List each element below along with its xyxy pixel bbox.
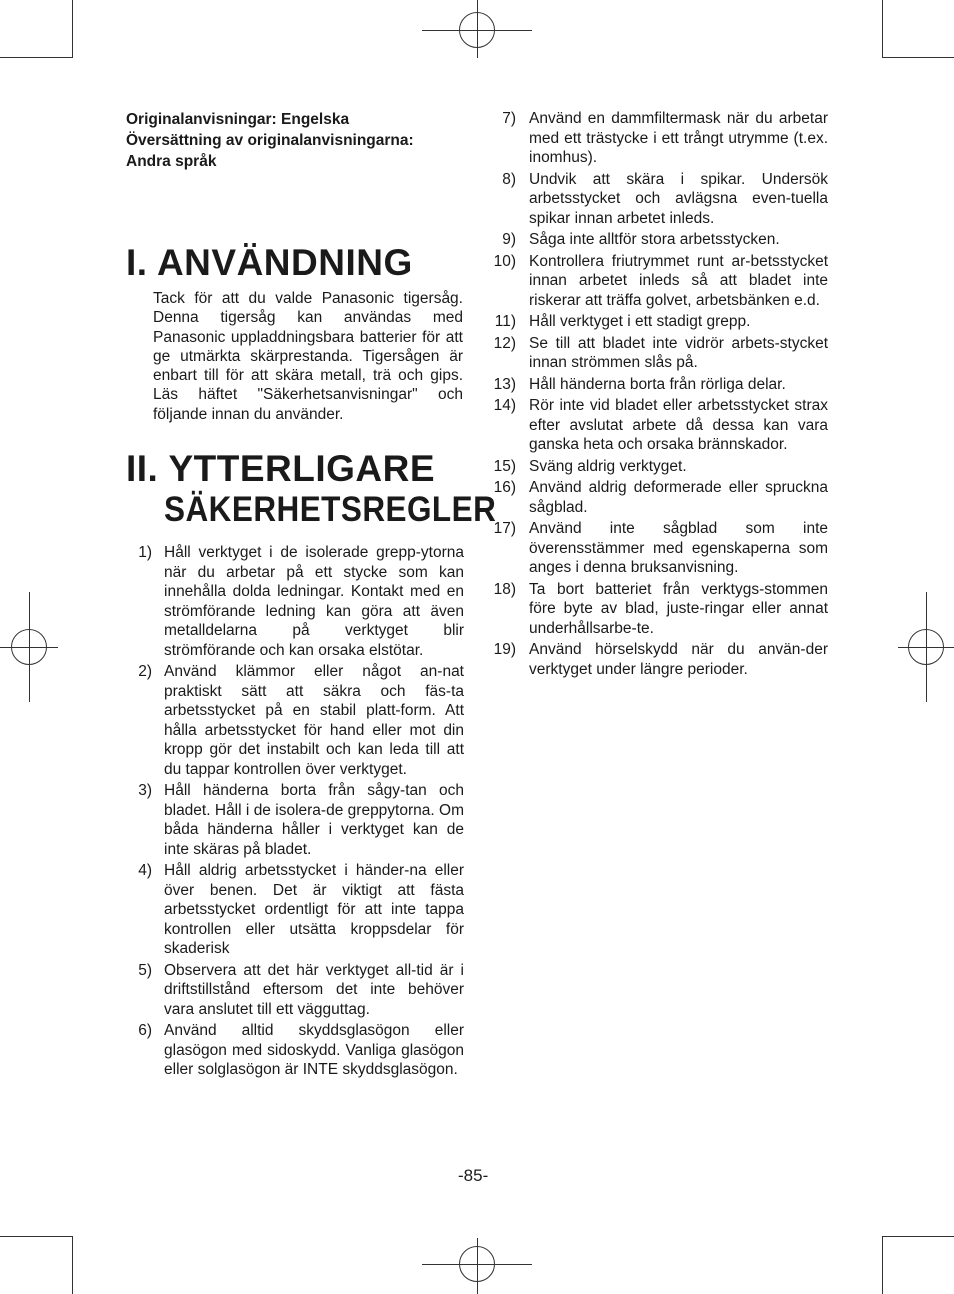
registration-circle	[11, 629, 47, 665]
list-item	[486, 109, 828, 168]
item-text: Observera att det här verktyget all-tid är i driftstillstånd eftersom det inte behöver vara anslutet till ett vägguttag.	[164, 961, 464, 1018]
item-number: 11)	[494, 313, 516, 330]
item-number: 2)	[138, 663, 152, 680]
crop-mark	[882, 57, 954, 58]
intro-paragraph: Tack för att du valde Panasonic tigersåg. Denna tigersåg kan användas med Panasonic uppladdningsbara batterier för att ge utmärkta skärprestanda. Tigersågen är enbart till för att skära metall, trä och gips. Läs häftet "Säkerhetsanvisningar" och följande innan du använder.	[153, 290, 463, 423]
list-item	[130, 781, 464, 859]
item-number: 15)	[493, 457, 516, 475]
list-item	[130, 543, 464, 660]
crop-mark	[882, 0, 883, 58]
item-number: 17)	[493, 520, 516, 537]
list-item	[486, 252, 828, 311]
safety-rules-list-left	[130, 543, 464, 1082]
item-number: 12)	[493, 334, 516, 352]
list-item	[486, 457, 828, 477]
item-text: Rör inte vid bladet eller arbetsstycket strax efter avslutat arbete då dessa kan vara ganska heta och orsaka brännskador.	[529, 397, 828, 453]
crop-mark	[882, 1236, 883, 1294]
item-number: 10)	[493, 252, 516, 270]
list-item	[130, 662, 464, 779]
list-item	[486, 170, 828, 229]
list-item	[130, 1021, 464, 1080]
registration-circle	[459, 12, 495, 48]
item-text: Håll verktyget i de isolerade grepp-ytorna när du arbetar på ett stycke som kan innehålla dolda ledningar. Kontakt med en strömförande ledning kan göra att även metalldelarna på verktyget blir strömförande och kan orsaka elstötar.	[164, 544, 464, 659]
page-number: -85-	[458, 1166, 489, 1185]
item-text: Använd klämmor eller något an-nat praktiskt sätt att säkra och fäs-ta arbetsstycket på en stabil platt-form. Att hålla arbetsstycket för hand eller mot din kropp gör det instabilt och kan leda till att du tappar kontrollen över verktyget.	[164, 663, 464, 778]
item-number: 13)	[493, 375, 516, 393]
crop-mark	[882, 1236, 954, 1237]
item-number: 9)	[502, 231, 516, 248]
list-item	[130, 961, 464, 1020]
item-number: 3)	[138, 782, 152, 799]
note-line-3: Andra språk	[126, 153, 217, 170]
item-number: 6)	[138, 1022, 152, 1039]
registration-circle	[908, 629, 944, 665]
crop-mark	[0, 1236, 72, 1237]
section-title-additional: II. YTTERLIGARE	[126, 448, 436, 489]
item-number: 1)	[138, 544, 152, 561]
item-number: 5)	[138, 961, 152, 979]
item-text: Sväng aldrig verktyget.	[529, 457, 687, 475]
crop-mark	[0, 57, 72, 58]
item-text: Använd aldrig deformerade eller spruckna sågblad.	[529, 479, 828, 516]
list-item	[486, 230, 828, 250]
item-text: Använd alltid skyddsglasögon eller glasögon med sidoskydd. Vanliga glasögon eller solglasögon är INTE skyddsglasögon.	[164, 1022, 464, 1078]
item-text: Håll aldrig arbetsstycket i händer-na eller över benen. Det är viktigt att fästa arbetsstycket ordentligt för att inte tappa kontrollen eller utsätta kroppsdelar för skaderisk	[164, 862, 464, 957]
item-number: 8)	[502, 170, 516, 188]
item-text: Se till att bladet inte vidrör arbets-stycket innan strömmen slås på.	[529, 334, 828, 371]
item-number: 14)	[493, 397, 516, 414]
item-number: 7)	[502, 110, 516, 127]
list-item	[486, 334, 828, 373]
section-title-safety-rules: SÄKERHETSREGLER	[164, 490, 497, 529]
list-item	[486, 580, 828, 639]
list-item	[486, 519, 828, 578]
list-item	[486, 312, 828, 332]
registration-circle	[459, 1246, 495, 1282]
item-number: 18)	[493, 580, 516, 598]
item-text: Använd hörselskydd när du använ-der verktyget under längre perioder.	[529, 641, 828, 678]
note-line-2: Översättning av originalanvisningarna:	[126, 132, 414, 149]
item-text: Använd inte sågblad som inte överensstämmer med egenskaperna som anges i denna bruksanvisning.	[529, 520, 828, 576]
section-title-usage: I. ANVÄNDNING	[126, 242, 413, 283]
list-item	[486, 640, 828, 679]
item-text: Håll händerna borta från sågy-tan och bladet. Håll i de isolera-de greppytorna. Om båda händerna håller i verktyget kan de inte skäras på bladet.	[164, 782, 464, 858]
safety-rules-list-right	[486, 109, 828, 681]
item-number: 19)	[493, 641, 516, 658]
item-text: Kontrollera friutrymmet runt ar-betsstycket innan arbetet inleds så att bladet inte riskerar att träffa golvet, arbetsbänken e.d.	[529, 252, 828, 309]
item-text: Håll händerna borta från rörliga delar.	[529, 375, 786, 393]
item-text: Håll verktyget i ett stadigt grepp.	[529, 313, 751, 330]
list-item	[130, 861, 464, 959]
item-text: Undvik att skära i spikar. Undersök arbetsstycket och avlägsna even-tuella spikar innan arbetet inleds.	[529, 170, 828, 227]
item-text: Såga inte alltför stora arbetsstycken.	[529, 231, 780, 248]
list-item	[486, 375, 828, 395]
crop-mark	[72, 1236, 73, 1294]
note-line-1: Originalanvisningar: Engelska	[126, 111, 350, 128]
list-item	[486, 396, 828, 455]
crop-mark	[72, 0, 73, 58]
item-number: 16)	[493, 479, 516, 496]
item-number: 4)	[138, 862, 152, 879]
original-instructions-note	[126, 109, 466, 172]
list-item	[486, 478, 828, 517]
item-text: Ta bort batteriet från verktygs-stommen före byte av blad, juste-ringar eller annat underhållsarbe-te.	[529, 580, 828, 637]
item-text: Använd en dammfiltermask när du arbetar med ett trästycke i ett trångt utrymme (t.ex. inomhus).	[529, 110, 828, 166]
